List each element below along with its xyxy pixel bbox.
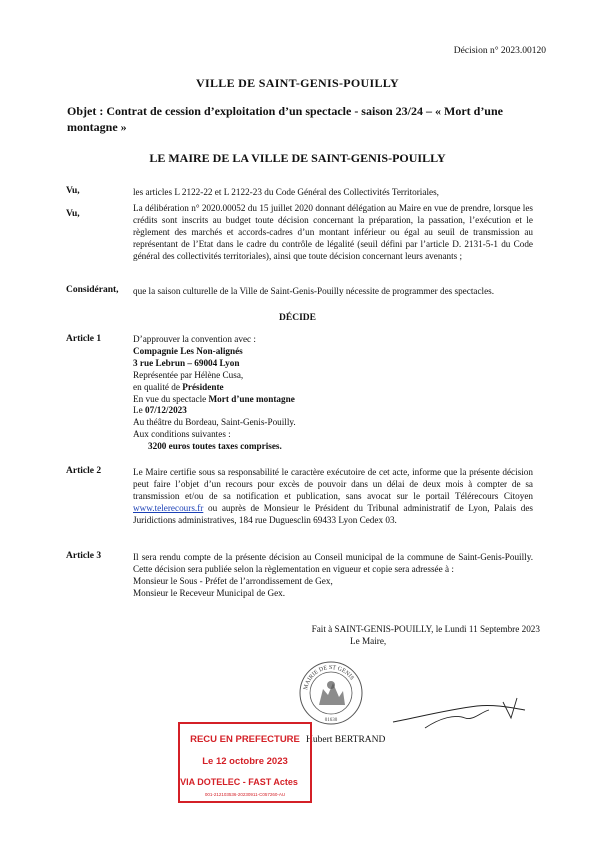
svg-text:01630: 01630 <box>324 718 338 723</box>
vu1-label: Vu, <box>66 186 80 196</box>
town-title: VILLE DE SAINT-GENIS-POUILLY <box>196 76 399 90</box>
considerant-label: Considérant, <box>66 285 119 295</box>
signature-scribble-icon <box>385 688 535 738</box>
article1-show: En vue du spectacle Mort d’une montagne <box>133 393 295 404</box>
article1-venue: Au théâtre du Bordeau, Saint-Genis-Pouilly. <box>133 417 296 428</box>
signature-title: Le Maire, <box>350 636 387 646</box>
vu2-label: Vu, <box>66 209 80 219</box>
article1-represented: Représentée par Hélène Cusa, <box>133 369 244 380</box>
stamp-line4: 001-212103536-20230911-C057260-AU <box>204 792 286 797</box>
vu1-text: les articles L 2122-22 et L 2122-23 du Code Général des Collectivités Territoriales, <box>133 187 439 197</box>
decide-title: DÉCIDE <box>279 313 316 323</box>
article3-text: Il sera rendu compte de la présente décision au Conseil municipal de la commune de Saint-Genis-Pouilly. Cette décision sera publiée selon la règlementation en vigueur et copie sera adressée à : <box>133 552 533 574</box>
decision-number: Décision n° 2023.00120 <box>453 46 546 56</box>
mayor-title: LE MAIRE DE LA VILLE DE SAINT-GENIS-POUILLY <box>149 151 446 165</box>
article1-conditions: Aux conditions suivantes : <box>133 429 231 440</box>
article1-company: Compagnie Les Non-alignés <box>133 345 243 356</box>
signer-name: Hubert BERTRAND <box>306 735 386 745</box>
subject-line: Objet : Contrat de cession d’exploitation d’un spectacle - saison 23/24 – « Mort d’une montagne » <box>67 104 503 134</box>
signature-place-date: Fait à SAINT-GENIS-POUILLY, le Lundi 11 Septembre 2023 <box>311 624 540 634</box>
article1-address: 3 rue Lebrun – 69004 Lyon <box>133 357 240 368</box>
stamp-line2: Le 12 octobre 2023 <box>202 756 288 767</box>
article1-body <box>133 334 296 453</box>
article1-date: Le 07/12/2023 <box>133 405 187 416</box>
stamp-line1: RECU EN PREFECTURE <box>190 734 300 745</box>
article2-label: Article 2 <box>66 466 102 476</box>
article2-text: Le Maire certifie sous sa responsabilité le caractère exécutoire de cet acte, informe que la présente décision peut faire l’objet d’un recours pour excès de pouvoir dans un délai de deux mois à compter de sa transmission et/ou de sa notification et publication, sans avocat sur le portail Télérecours Citoyen www.telerecours.fr ou auprès de Monsieur le Président du Tribunal administratif de Lyon, Palais des Juridictions administratives, 184 rue Duguesclin 69433 Lyon Cedex 03. <box>133 467 533 525</box>
prefecture-stamp <box>178 722 312 803</box>
considerant-text: que la saison culturelle de la Ville de Saint-Genis-Pouilly nécessite de programmer des spectacles. <box>133 286 495 296</box>
article1-intro: D’approuver la convention avec : <box>133 334 256 344</box>
stamp-line3: VIA DOTELEC - FAST Actes <box>180 777 298 787</box>
article1-label: Article 1 <box>66 334 102 344</box>
telerecours-link[interactable]: www.telerecours.fr <box>133 503 204 513</box>
article3-recipient2: Monsieur le Receveur Municipal de Gex. <box>133 588 286 598</box>
article3-recipient1: Monsieur le Sous - Préfet de l’arrondissement de Gex, <box>133 576 333 586</box>
article1-quality: en qualité de Présidente <box>133 381 224 392</box>
svg-text:MAIRIE DE ST GENIS: MAIRIE DE ST GENIS <box>303 664 355 691</box>
signature-block <box>290 624 540 646</box>
article3-label: Article 3 <box>66 551 102 561</box>
article3-body <box>133 551 533 599</box>
article1-amount: 3200 euros toutes taxes comprises. <box>148 441 282 452</box>
town-seal-icon <box>295 655 367 727</box>
vu2-text: La délibération n° 2020.00052 du 15 juillet 2020 donnant délégation au Maire en vue de prendre, lorsque les crédits sont inscrits au budget toute décision concernant la préparation, la passation, l’exécution et le règlement des marchés et accords-cadres d’un montant inférieur ou égal au seuil de transmission au représentant de l’Etat dans le cadre du contrôle de légalité (seuil défini par l’article D. 2131-5-1 du Code général des collectivités territoriales), ainsi que toute décision concernant leurs avenants ; <box>133 203 533 261</box>
